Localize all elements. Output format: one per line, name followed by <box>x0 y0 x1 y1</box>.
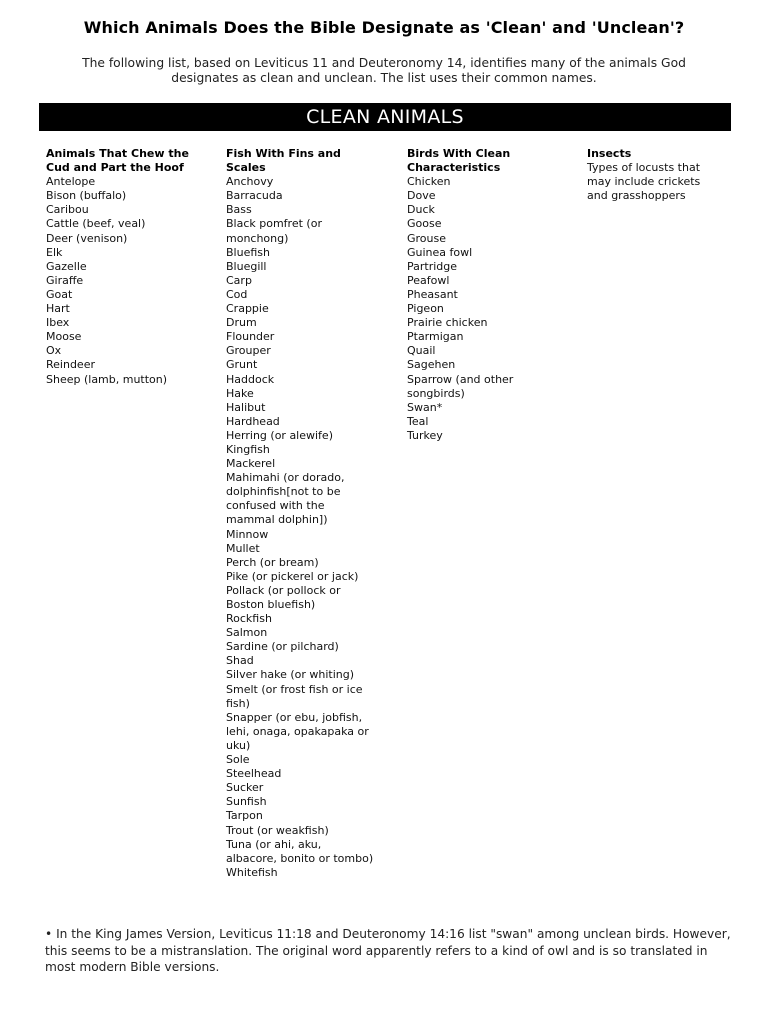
list-item: Antelope <box>46 175 96 189</box>
list-item: Hardhead <box>226 414 280 428</box>
list-item: Gazelle <box>46 259 87 273</box>
list-item: Anchovy <box>226 175 274 189</box>
list-item: Sunfish <box>226 795 267 809</box>
column-birds <box>407 147 537 443</box>
list-item: Moose <box>46 330 82 344</box>
list-item: Haddock <box>226 372 275 386</box>
list-item: Pigeon <box>407 302 444 316</box>
list-item: Hake <box>226 386 254 400</box>
list-item: Crappie <box>226 302 269 316</box>
list-item: Mackerel <box>226 457 276 471</box>
list-item: Elk <box>46 245 63 259</box>
footnote: • In the King James Version, Leviticus 11:18 and Deuteronomy 14:16 list "swan" among unclean birds. However, this seems to be a mistranslation. The original word apparently refers to a kind of owl and is so translated in most modern Bible versions. <box>45 927 731 974</box>
column-heading: Birds With Clean Characteristics <box>407 147 511 175</box>
list-item: Tarpon <box>226 809 263 823</box>
list-item: Cattle (beef, veal) <box>46 217 146 231</box>
list-item: Sardine (or pilchard) <box>226 640 339 654</box>
animal-list <box>226 175 374 880</box>
list-item: Bluegill <box>226 259 267 273</box>
list-item: Partridge <box>407 259 458 273</box>
list-item: Sole <box>226 753 250 767</box>
list-item: Bison (buffalo) <box>46 189 127 203</box>
list-item: Grouper <box>226 344 271 358</box>
list-item: Minnow <box>226 527 269 541</box>
list-item: Guinea fowl <box>407 245 473 259</box>
list-item: Caribou <box>46 203 89 217</box>
list-item: Prairie chicken <box>407 316 488 330</box>
column-heading: Fish With Fins and Scales <box>226 147 341 175</box>
list-item: Pheasant <box>407 287 458 301</box>
list-item: Bass <box>226 203 252 217</box>
list-item: Pollack (or pollock or Boston bluefish) <box>226 583 341 611</box>
list-item: Carp <box>226 273 252 287</box>
list-item: Turkey <box>407 428 443 442</box>
list-item: Snapper (or ebu, jobfish, lehi, onaga, opakapaka or uku) <box>226 710 369 752</box>
column-cud-chewing-animals <box>46 147 196 387</box>
list-item: Dove <box>407 189 436 203</box>
list-item: Black pomfret (or monchong) <box>226 217 322 245</box>
list-item: Smelt (or frost fish or ice fish) <box>226 682 363 710</box>
list-item: Teal <box>407 414 429 428</box>
column-insects <box>587 147 722 203</box>
list-item: Salmon <box>226 626 268 640</box>
list-item: Tuna (or ahi, aku, albacore, bonito or tombo) <box>226 837 374 865</box>
list-item: Bluefish <box>226 245 270 259</box>
list-item: Rockfish <box>226 612 272 626</box>
animal-list <box>587 161 722 203</box>
list-item: Herring (or alewife) <box>226 428 333 442</box>
list-item: Ox <box>46 344 62 358</box>
list-item: Swan* <box>407 400 443 414</box>
list-item: Flounder <box>226 330 275 344</box>
list-item: Halibut <box>226 400 266 414</box>
list-item: Giraffe <box>46 273 84 287</box>
list-item: Ptarmigan <box>407 330 464 344</box>
list-item: Goat <box>46 287 73 301</box>
list-item: Quail <box>407 344 436 358</box>
list-item: Perch (or bream) <box>226 555 319 569</box>
animal-list <box>46 175 196 386</box>
list-item: Reindeer <box>46 358 95 372</box>
section-banner: CLEAN ANIMALS <box>39 103 731 131</box>
list-item: Ibex <box>46 316 70 330</box>
list-item: Silver hake (or whiting) <box>226 668 355 682</box>
list-item: Duck <box>407 203 435 217</box>
page-title: Which Animals Does the Bible Designate as 'Clean' and 'Unclean'? <box>83 18 685 37</box>
column-heading: Animals That Chew the Cud and Part the Hoof <box>46 147 189 175</box>
list-item: Chicken <box>407 175 451 189</box>
list-item: Mahimahi (or dorado, dolphinfish[not to be confused with the mammal dolphin]) <box>226 471 345 527</box>
list-item: Mullet <box>226 541 260 555</box>
list-item: Drum <box>226 316 257 330</box>
list-item: Sheep (lamb, mutton) <box>46 372 168 386</box>
list-item: Types of locusts that may include crickets and grasshoppers <box>587 161 701 203</box>
list-item: Trout (or weakfish) <box>226 823 329 837</box>
list-item: Shad <box>226 654 254 668</box>
column-heading: Insects <box>587 147 632 160</box>
list-item: Kingfish <box>226 442 270 456</box>
list-item: Peafowl <box>407 273 450 287</box>
animal-list <box>407 175 537 443</box>
intro-paragraph: The following list, based on Leviticus 11 and Deuteronomy 14, identifies many of the animals God designates as clean and unclean. The list uses their common names. <box>82 56 686 85</box>
list-item: Cod <box>226 287 248 301</box>
list-item: Hart <box>46 302 70 316</box>
list-item: Grouse <box>407 231 447 245</box>
list-item: Sagehen <box>407 358 456 372</box>
list-item: Sucker <box>226 781 264 795</box>
list-item: Grunt <box>226 358 258 372</box>
list-item: Steelhead <box>226 767 282 781</box>
list-item: Pike (or pickerel or jack) <box>226 569 359 583</box>
list-item: Deer (venison) <box>46 231 128 245</box>
list-item: Barracuda <box>226 189 283 203</box>
list-item: Sparrow (and other songbirds) <box>407 372 514 400</box>
list-item: Goose <box>407 217 442 231</box>
column-fish <box>226 147 374 880</box>
list-item: Whitefish <box>226 865 278 879</box>
